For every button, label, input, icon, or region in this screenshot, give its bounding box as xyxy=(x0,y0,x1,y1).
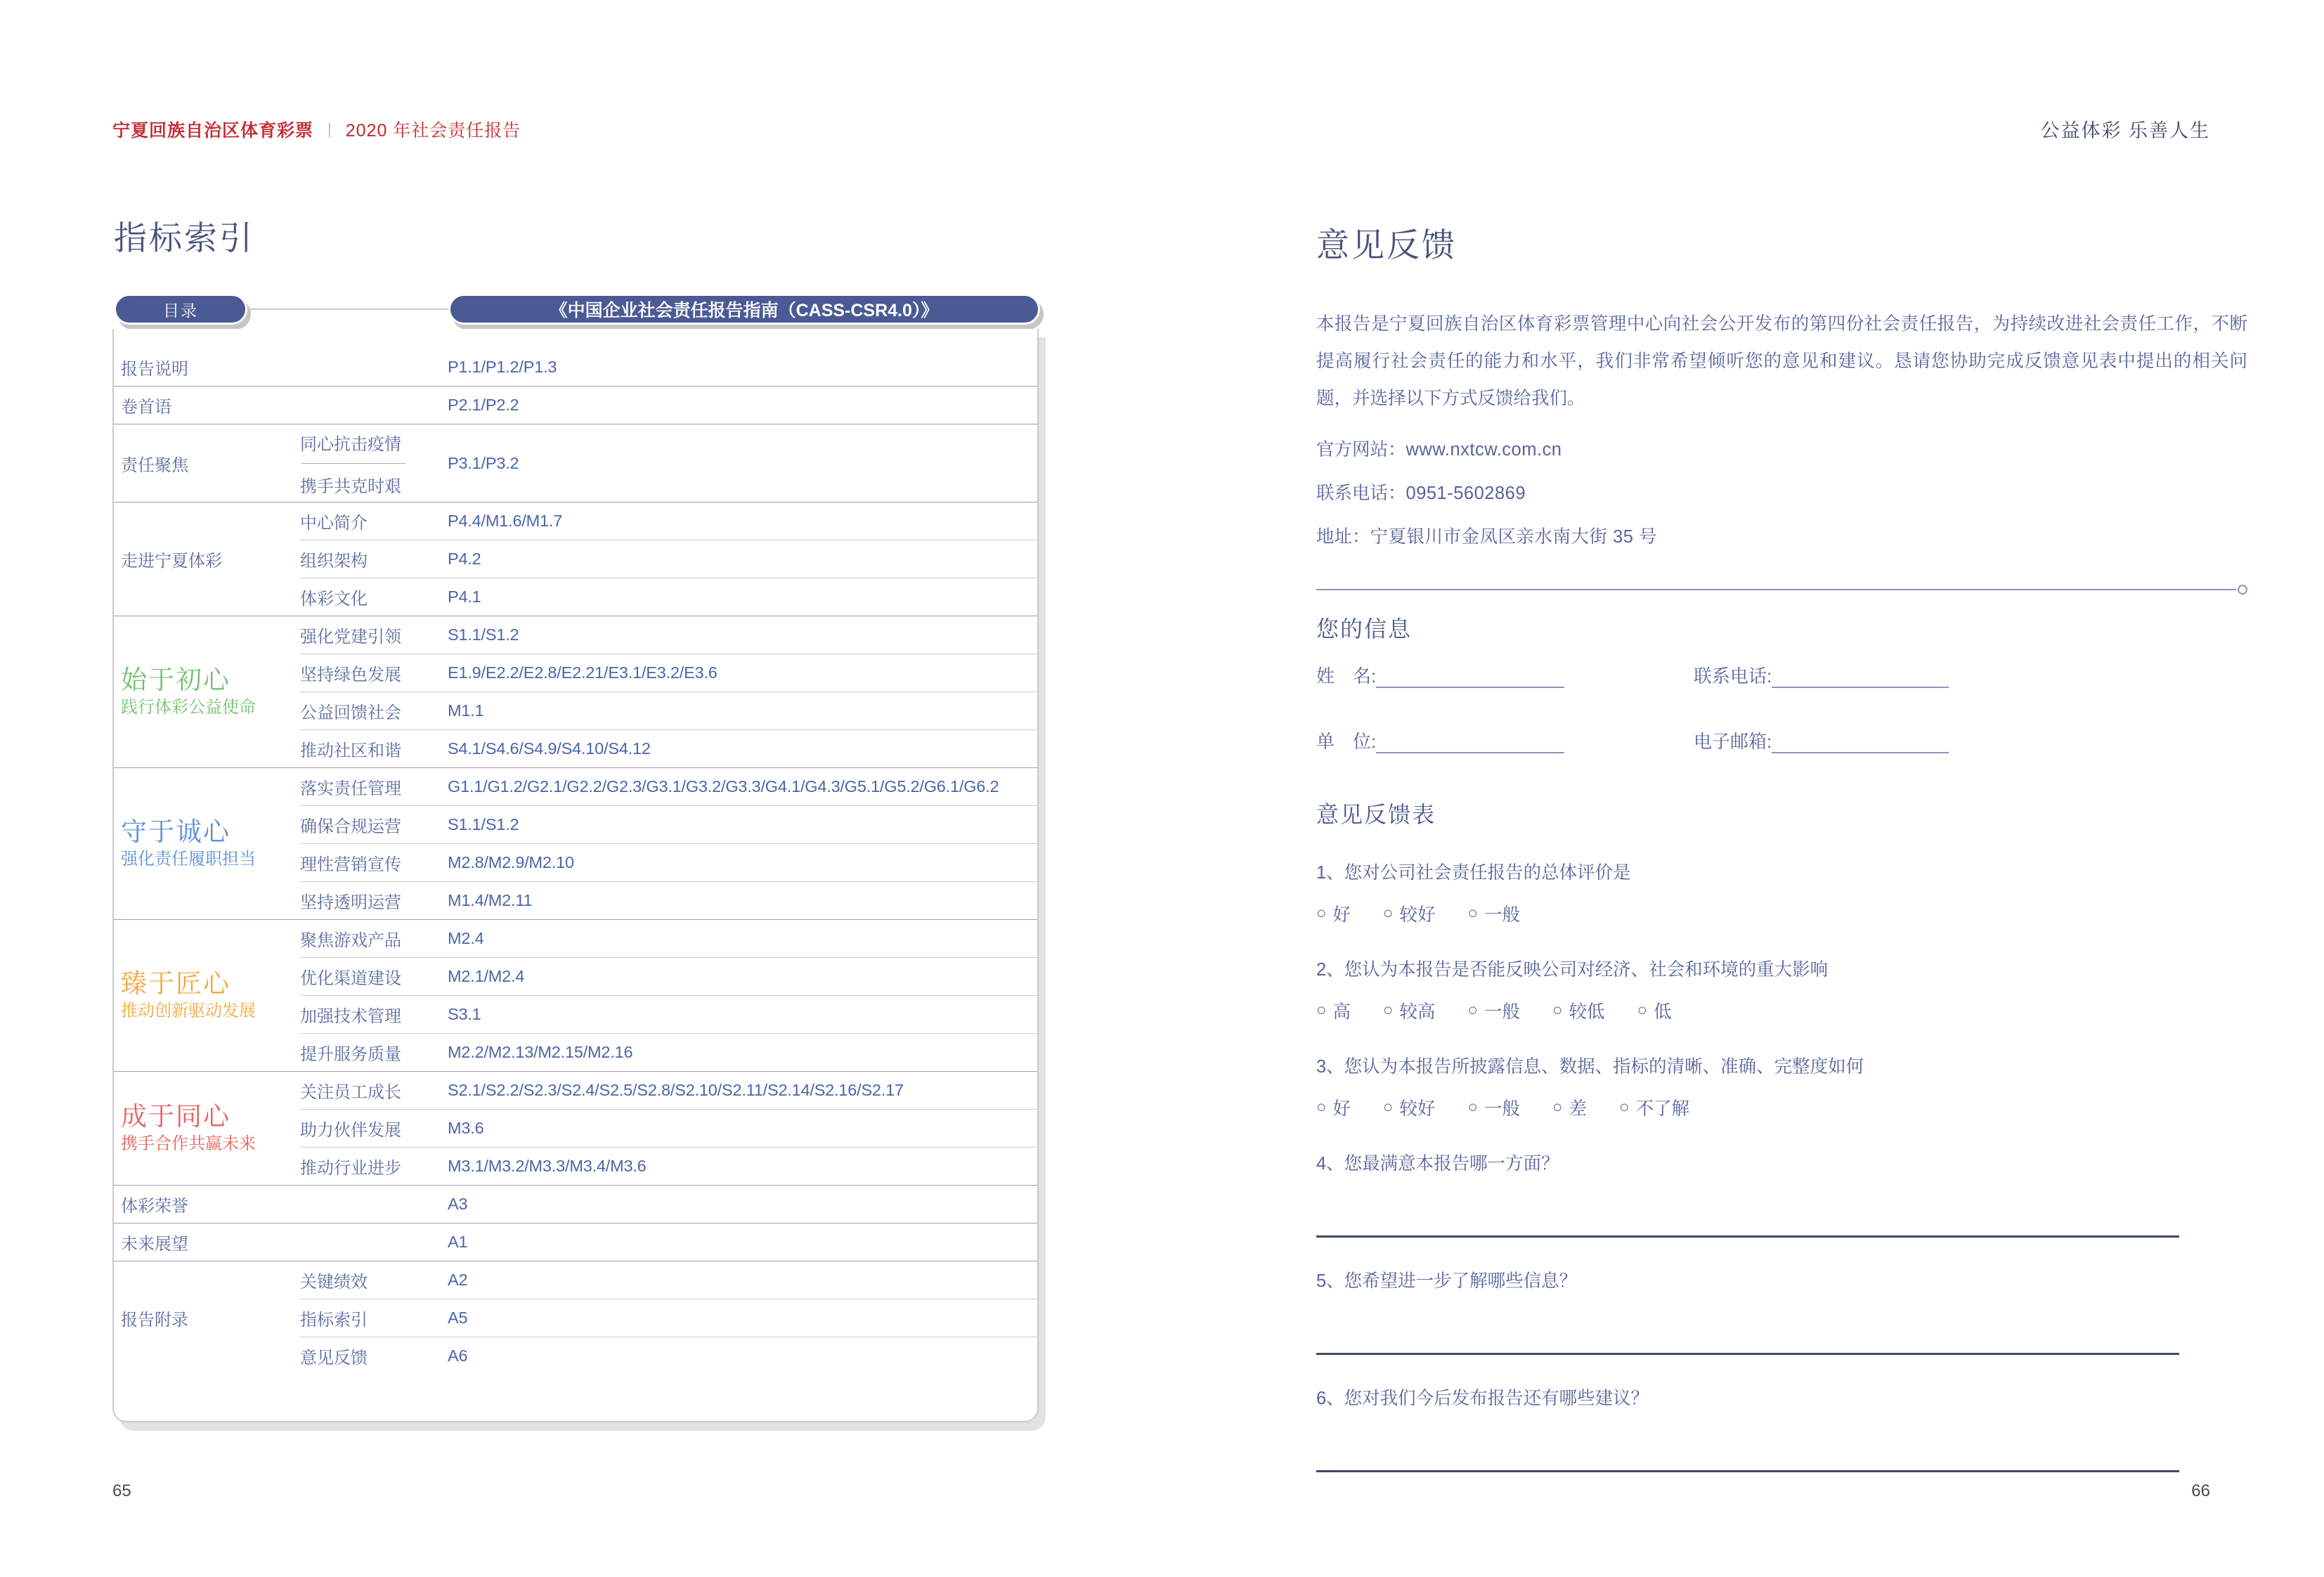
radio-circle-icon[interactable]: ○ xyxy=(1552,1098,1563,1117)
feedback-page-title: 意见反馈 xyxy=(1316,226,1457,264)
question-block xyxy=(1316,859,2247,926)
phone-field-label: 联系电话: xyxy=(1694,666,1772,687)
merged-divider xyxy=(301,463,405,464)
sub-item-label: 推动社区和谐 xyxy=(300,741,401,760)
guide-codes: A2 xyxy=(448,1271,468,1289)
table-row xyxy=(300,1072,1037,1109)
header-slogan: 公益体彩 乐善人生 xyxy=(2040,120,2210,141)
index-section xyxy=(114,502,1037,616)
sub-item-label: 携手共克时艰 xyxy=(300,476,401,496)
table-row xyxy=(300,881,1037,919)
radio-option-label: 一般 xyxy=(1484,905,1521,926)
guide-codes: A3 xyxy=(448,1195,468,1213)
table-row xyxy=(300,424,1037,502)
table-row xyxy=(300,349,1037,386)
index-section xyxy=(114,349,1037,386)
table-row xyxy=(300,654,1037,692)
table-row xyxy=(300,805,1037,843)
table-row xyxy=(300,540,1037,578)
guide-codes: A1 xyxy=(448,1233,468,1251)
table-row xyxy=(300,995,1037,1033)
index-section-label-cell xyxy=(114,1224,300,1261)
guide-codes: M2.8/M2.9/M2.10 xyxy=(448,853,574,871)
feedback-page xyxy=(1316,219,2247,1472)
sub-item-label: 推动行业进步 xyxy=(300,1159,401,1178)
index-section xyxy=(114,616,1037,767)
index-section-label-cell xyxy=(114,768,300,919)
radio-circle-icon[interactable]: ○ xyxy=(1552,1001,1563,1020)
sub-item-label: 同心抗击疫情 xyxy=(300,434,401,454)
radio-option-label: 好 xyxy=(1332,905,1351,926)
guide-codes: G1.1/G1.2/G2.1/G2.2/G2.3/G3.1/G3.2/G3.3/G4.1/G4.3/G5.1/G5.2/G6.1/G6.2 xyxy=(448,777,999,796)
guide-codes: P4.1 xyxy=(448,588,481,606)
radio-circle-icon[interactable]: ○ xyxy=(1637,1001,1648,1020)
divider-line xyxy=(1316,589,2236,590)
table-row xyxy=(300,1261,1037,1299)
table-row xyxy=(300,1147,1037,1185)
sub-item-label: 坚持透明运营 xyxy=(300,893,401,912)
radio-option-label: 较好 xyxy=(1399,905,1436,926)
question-text: 5、您希望进一步了解哪些信息？ xyxy=(1316,1271,1578,1292)
table-row xyxy=(300,729,1037,767)
section-title: 臻于匠心 xyxy=(121,969,231,999)
sub-item-label: 理性营销宣传 xyxy=(300,855,401,874)
row-label: 体彩荣誉 xyxy=(121,1197,188,1216)
radio-option[interactable] xyxy=(1468,901,1521,926)
guide-codes: A5 xyxy=(448,1309,468,1327)
index-section-label-cell xyxy=(114,387,300,424)
feedback-form-title: 意见反馈表 xyxy=(1316,802,1436,828)
info-fields-row-1 xyxy=(1316,662,2247,688)
contact-label: 联系电话： xyxy=(1316,484,1406,504)
row-label: 报告附录 xyxy=(121,1311,188,1330)
radio-option[interactable] xyxy=(1383,998,1436,1023)
radio-option[interactable] xyxy=(1552,998,1605,1023)
sub-item-label: 加强技术管理 xyxy=(300,1007,401,1026)
sub-item-label: 关键绩效 xyxy=(300,1273,368,1292)
radio-option-label: 较高 xyxy=(1399,1002,1436,1023)
organization-field[interactable] xyxy=(1316,727,1694,753)
question-text: 6、您对我们今后发布报告还有哪些建议？ xyxy=(1316,1389,1649,1409)
question-block xyxy=(1316,1267,2247,1355)
index-section xyxy=(114,1185,1037,1223)
answer-line[interactable] xyxy=(1316,1470,2179,1472)
table-row xyxy=(300,578,1037,616)
sub-item-label: 助力伙伴发展 xyxy=(300,1121,401,1140)
guide-codes: S2.1/S2.2/S2.3/S2.4/S2.5/S2.8/S2.10/S2.11/S2.14/S2.16/S2.17 xyxy=(448,1081,904,1099)
guide-codes: S3.1 xyxy=(448,1005,481,1023)
question-list xyxy=(1316,859,2247,1472)
section-title: 守于诚心 xyxy=(121,817,231,847)
feedback-intro: 本报告是宁夏回族自治区体育彩票管理中心向社会公开发布的第四份社会责任报告，为持续改进社会责任工作，不断提高履行社会责任的能力和水平，我们非常希望倾听您的意见和建议。恳请您协助完成反馈意见表中提出的相关问题，并选择以下方式反馈给我们。 xyxy=(1316,314,2247,409)
contact-list xyxy=(1316,436,2247,548)
index-section-items xyxy=(300,616,1037,767)
table-row xyxy=(300,387,1037,424)
section-subtitle: 推动创新驱动发展 xyxy=(121,1001,256,1020)
guide-codes: M3.6 xyxy=(448,1119,484,1137)
radio-option-label: 较好 xyxy=(1399,1099,1436,1120)
radio-option-label: 不了解 xyxy=(1635,1099,1690,1120)
guide-codes: S4.1/S4.6/S4.9/S4.10/S4.12 xyxy=(448,739,651,758)
index-section xyxy=(114,1223,1037,1261)
radio-circle-icon[interactable]: ○ xyxy=(1467,904,1479,923)
sub-item-label: 提升服务质量 xyxy=(300,1045,401,1064)
page-number-right: 66 xyxy=(2191,1481,2210,1500)
question-options xyxy=(1316,998,2247,1023)
guide-codes: M3.1/M3.2/M3.3/M3.4/M3.6 xyxy=(448,1157,647,1175)
table-row xyxy=(300,1186,1037,1223)
table-row xyxy=(300,1224,1037,1261)
index-section-label-cell xyxy=(114,349,300,386)
toc-header-pill: 目录 xyxy=(114,294,247,325)
table-row xyxy=(300,768,1037,805)
radio-option-label: 高 xyxy=(1332,1002,1351,1023)
index-section xyxy=(114,1071,1037,1185)
index-section-label-cell xyxy=(114,1186,300,1223)
contact-row xyxy=(1316,479,2247,505)
row-label: 走进宁夏体彩 xyxy=(121,552,222,571)
table-row xyxy=(300,1337,1037,1375)
sub-item-label: 组织架构 xyxy=(300,552,368,571)
email-input-line[interactable] xyxy=(1772,731,1949,753)
email-field-label: 电子邮箱: xyxy=(1694,731,1772,753)
name-field[interactable] xyxy=(1316,662,1694,688)
index-section-items xyxy=(300,1224,1037,1261)
question-block xyxy=(1316,1150,2247,1238)
guide-codes: M1.4/M2.11 xyxy=(448,891,533,909)
contact-row xyxy=(1316,436,2247,461)
sub-item-label: 体彩文化 xyxy=(300,590,368,609)
sub-item-label: 指标索引 xyxy=(300,1311,368,1330)
guide-codes: P4.2 xyxy=(448,550,481,568)
email-field[interactable] xyxy=(1694,727,1949,753)
table-row xyxy=(300,616,1037,654)
radio-option[interactable] xyxy=(1552,1095,1587,1120)
sub-item-label: 强化党建引领 xyxy=(300,628,401,647)
guide-codes: S1.1/S1.2 xyxy=(448,815,519,833)
section-subtitle: 携手合作共赢未来 xyxy=(121,1134,256,1153)
question-text: 3、您认为本报告所披露信息、数据、指标的清晰、准确、完整度如何 xyxy=(1316,1057,1864,1077)
radio-option-label: 较低 xyxy=(1569,1002,1605,1023)
radio-circle-icon[interactable]: ○ xyxy=(1383,1001,1394,1020)
header-separator: | xyxy=(327,120,332,138)
your-info-title: 您的信息 xyxy=(1316,616,1413,642)
radio-option[interactable] xyxy=(1468,1095,1521,1120)
index-section-label-cell xyxy=(114,1072,300,1185)
radio-circle-icon[interactable]: ○ xyxy=(1316,1098,1327,1117)
name-field-label: 姓 名: xyxy=(1316,666,1377,687)
radio-circle-icon[interactable]: ○ xyxy=(1467,1001,1479,1020)
row-label: 卷首语 xyxy=(121,398,171,417)
radio-option[interactable] xyxy=(1637,998,1672,1023)
info-fields-row-2 xyxy=(1316,727,2247,753)
radio-option-label: 一般 xyxy=(1484,1099,1521,1120)
table-row xyxy=(300,957,1037,995)
guide-codes: M2.4 xyxy=(448,929,484,947)
radio-option-label: 差 xyxy=(1569,1099,1588,1120)
radio-option[interactable] xyxy=(1619,1095,1689,1120)
guide-codes: M2.1/M2.4 xyxy=(448,967,525,985)
sub-item-label: 公益回馈社会 xyxy=(300,703,401,722)
guide-codes: M1.1 xyxy=(448,701,484,720)
line-end-ring-icon xyxy=(2238,585,2247,595)
radio-option[interactable] xyxy=(1316,1095,1351,1120)
index-section-label-cell xyxy=(114,920,300,1071)
radio-option[interactable] xyxy=(1316,998,1351,1023)
radio-option[interactable] xyxy=(1383,901,1436,926)
guide-codes: M2.2/M2.13/M2.15/M2.16 xyxy=(448,1043,633,1061)
radio-option[interactable] xyxy=(1383,1095,1436,1120)
index-section xyxy=(114,1261,1037,1375)
radio-option-label: 好 xyxy=(1332,1099,1351,1120)
radio-option[interactable] xyxy=(1468,998,1521,1023)
index-section-label-cell xyxy=(114,502,300,616)
index-section-items xyxy=(300,1261,1037,1375)
row-label: 报告说明 xyxy=(121,360,188,379)
guide-codes: A6 xyxy=(448,1346,468,1365)
table-row xyxy=(300,843,1037,881)
contact-value: 宁夏银川市金凤区亲水南大街 35 号 xyxy=(1370,527,1658,547)
row-label: 未来展望 xyxy=(121,1235,188,1254)
radio-circle-icon[interactable]: ○ xyxy=(1316,904,1327,923)
page-header xyxy=(112,117,521,142)
sub-item-label: 中心简介 xyxy=(300,514,368,533)
guide-codes: P4.4/M1.6/M1.7 xyxy=(448,512,563,530)
answer-line[interactable] xyxy=(1316,1235,2179,1238)
index-section-label-cell xyxy=(114,616,300,767)
sub-item-label: 意见反馈 xyxy=(300,1349,368,1368)
name-input-line[interactable] xyxy=(1376,666,1564,688)
table-row xyxy=(300,1299,1037,1337)
organization-input-line[interactable] xyxy=(1376,731,1564,753)
contact-value: 0951-5602869 xyxy=(1406,484,1526,504)
guide-codes: E1.9/E2.2/E2.8/E2.21/E3.1/E3.2/E3.6 xyxy=(448,663,718,682)
contact-label: 官方网站： xyxy=(1316,440,1406,460)
index-section xyxy=(114,386,1037,424)
index-section-label-cell xyxy=(114,424,300,502)
question-text: 2、您认为本报告是否能反映公司对经济、社会和环境的重大影响 xyxy=(1316,960,1829,980)
sub-item-stack xyxy=(300,424,448,502)
pill-connector-line xyxy=(247,309,450,310)
guide-codes: P1.1/P1.2/P1.3 xyxy=(448,358,557,376)
section-title: 成于同心 xyxy=(121,1102,231,1131)
organization-field-label: 单 位: xyxy=(1316,731,1377,753)
guide-codes: P3.1/P3.2 xyxy=(448,453,519,472)
radio-circle-icon[interactable]: ○ xyxy=(1316,1001,1327,1020)
radio-circle-icon[interactable]: ○ xyxy=(1467,1098,1479,1117)
sub-item-label: 聚焦游戏产品 xyxy=(300,931,401,950)
radio-option-label: 一般 xyxy=(1484,1002,1521,1023)
index-section-items xyxy=(300,1186,1037,1223)
radio-circle-icon[interactable]: ○ xyxy=(1383,1098,1394,1117)
report-title: 2020 年社会责任报告 xyxy=(345,121,521,141)
phone-field[interactable] xyxy=(1694,662,1949,688)
table-row xyxy=(300,502,1037,540)
radio-circle-icon[interactable]: ○ xyxy=(1383,904,1394,923)
guide-codes: P2.1/P2.2 xyxy=(448,396,519,414)
index-section-label-cell xyxy=(114,1261,300,1375)
radio-option[interactable] xyxy=(1316,901,1351,926)
radio-circle-icon[interactable]: ○ xyxy=(1619,1098,1630,1117)
sub-item-label: 确保合规运营 xyxy=(300,817,401,836)
question-options xyxy=(1316,1095,2247,1120)
section-subtitle: 强化责任履职担当 xyxy=(121,849,256,869)
section-divider xyxy=(1316,585,2247,595)
radio-option-label: 低 xyxy=(1654,1002,1672,1023)
row-label: 责任聚焦 xyxy=(121,455,188,475)
index-section-items xyxy=(300,349,1037,386)
answer-line[interactable] xyxy=(1316,1353,2179,1355)
index-section xyxy=(114,424,1037,502)
index-table-body xyxy=(112,329,1039,1422)
table-row xyxy=(300,692,1037,729)
question-text: 4、您最满意本报告哪一方面？ xyxy=(1316,1154,1559,1174)
question-block xyxy=(1316,1384,2247,1472)
index-section-items xyxy=(300,502,1037,616)
contact-row xyxy=(1316,523,2247,548)
table-row xyxy=(300,1109,1037,1147)
sub-item-label: 关注员工成长 xyxy=(300,1083,401,1102)
index-section xyxy=(114,919,1037,1071)
index-section-items xyxy=(300,1072,1037,1185)
question-text: 1、您对公司社会责任报告的总体评价是 xyxy=(1316,863,1631,883)
table-row xyxy=(300,920,1037,957)
question-options xyxy=(1316,901,2247,926)
sub-item-label: 落实责任管理 xyxy=(300,779,401,798)
contact-value: www.nxtcw.com.cn xyxy=(1406,440,1562,460)
phone-input-line[interactable] xyxy=(1772,666,1949,688)
index-section-items xyxy=(300,768,1037,919)
contact-label: 地址： xyxy=(1316,527,1370,547)
page-number-left: 65 xyxy=(112,1481,131,1500)
table-footer-space xyxy=(114,1375,1037,1421)
index-section-items xyxy=(300,424,1037,502)
guide-header-pill: 《中国企业社会责任报告指南（CASS-CSR4.0）》 xyxy=(448,294,1040,325)
index-section-items xyxy=(300,387,1037,424)
table-row xyxy=(300,1033,1037,1071)
index-section-items xyxy=(300,920,1037,1071)
question-block xyxy=(1316,956,2247,1023)
guide-codes: S1.1/S1.2 xyxy=(448,625,519,644)
question-block xyxy=(1316,1053,2247,1120)
sub-item-label: 坚持绿色发展 xyxy=(300,666,401,684)
section-subtitle: 践行体彩公益使命 xyxy=(121,697,256,717)
sub-item-label: 优化渠道建设 xyxy=(300,969,401,988)
index-page-title: 指标索引 xyxy=(114,219,254,257)
section-title: 始于初心 xyxy=(121,666,231,695)
index-section xyxy=(114,767,1037,919)
brand-name: 宁夏回族自治区体育彩票 xyxy=(112,121,314,141)
